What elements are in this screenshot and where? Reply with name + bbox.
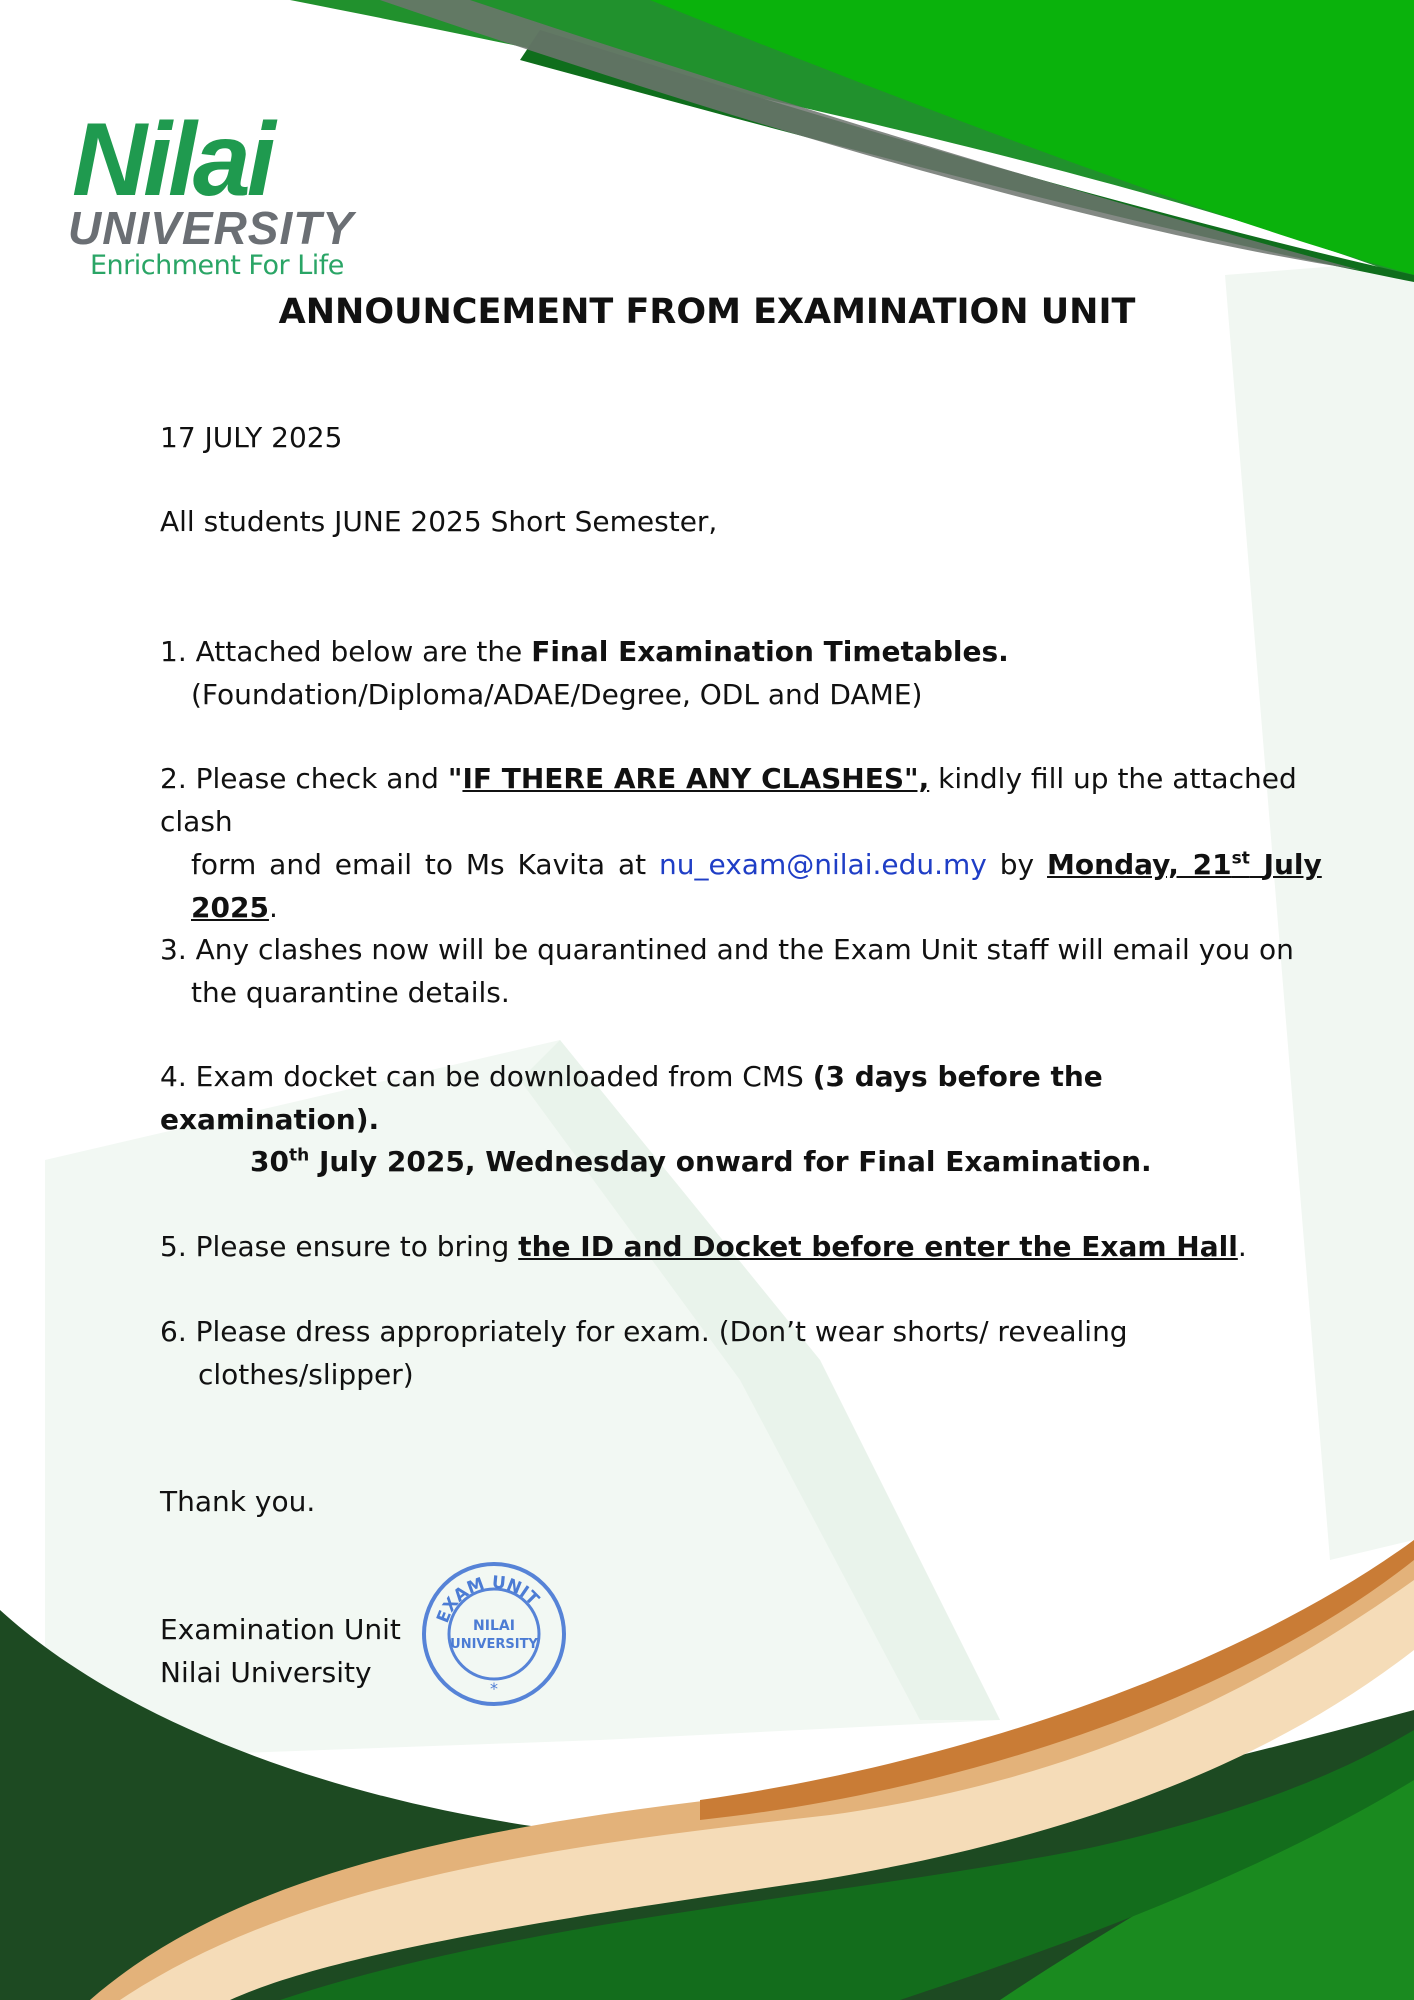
signature-line-1: Examination Unit <box>160 1613 401 1646</box>
list-item: 4. Exam docket can be downloaded from CMS (3 days before the examination). <box>160 1060 1103 1136</box>
salutation: All students JUNE 2025 Short Semester, <box>160 505 718 538</box>
list-item: 3. Any clashes now will be quarantined and the Exam Unit staff will email you on the quarantine details. <box>160 933 1294 1009</box>
announcement-title: ANNOUNCEMENT FROM EXAMINATION UNIT <box>278 292 1136 332</box>
logo-tagline: Enrichment For Life <box>90 250 344 281</box>
list-item: 2. Please check and "IF THERE ARE ANY CLASHES", kindly fill up the attached clash form and email to Ms Kavita at nu_exam@nilai.edu.my by Monday, 21st July 2025. <box>160 762 1322 924</box>
deadline: Monday, 21st July <box>1047 848 1322 881</box>
stamp-center-2: UNIVERSITY <box>450 1637 538 1652</box>
list-item: 1. Attached below are the Final Examination Timetables. (Foundation/Diploma/ADAE/Degree, ODL and DAME) <box>160 635 1009 711</box>
stamp-star: * <box>490 1679 498 1698</box>
logo-wordmark: Nilai <box>72 102 272 218</box>
list-item: 5. Please ensure to bring the ID and Docket before enter the Exam Hall. <box>160 1230 1247 1263</box>
stamp-center-1: NILAI <box>473 1618 515 1634</box>
exam-start-date: 30th July 2025, Wednesday onward for Final Examination. <box>250 1145 1152 1178</box>
logo-university: UNIVERSITY <box>68 202 355 254</box>
signature-line-2: Nilai University <box>160 1656 372 1689</box>
exam-email-link[interactable]: nu_exam@nilai.edu.my <box>659 848 987 881</box>
top-green-bright <box>650 0 1414 275</box>
closing: Thank you. <box>160 1485 316 1518</box>
clash-emphasis: IF THERE ARE ANY CLASHES", <box>462 762 930 795</box>
university-logo <box>68 102 378 292</box>
list-item: 6. Please dress appropriately for exam. (Don’t wear shorts/ revealing clothes/slipper) <box>160 1315 1128 1391</box>
exam-unit-stamp <box>418 1558 570 1710</box>
stamp-top-text: EXAM UNIT <box>433 1572 543 1626</box>
announcement-date: 17 JULY 2025 <box>160 421 343 454</box>
